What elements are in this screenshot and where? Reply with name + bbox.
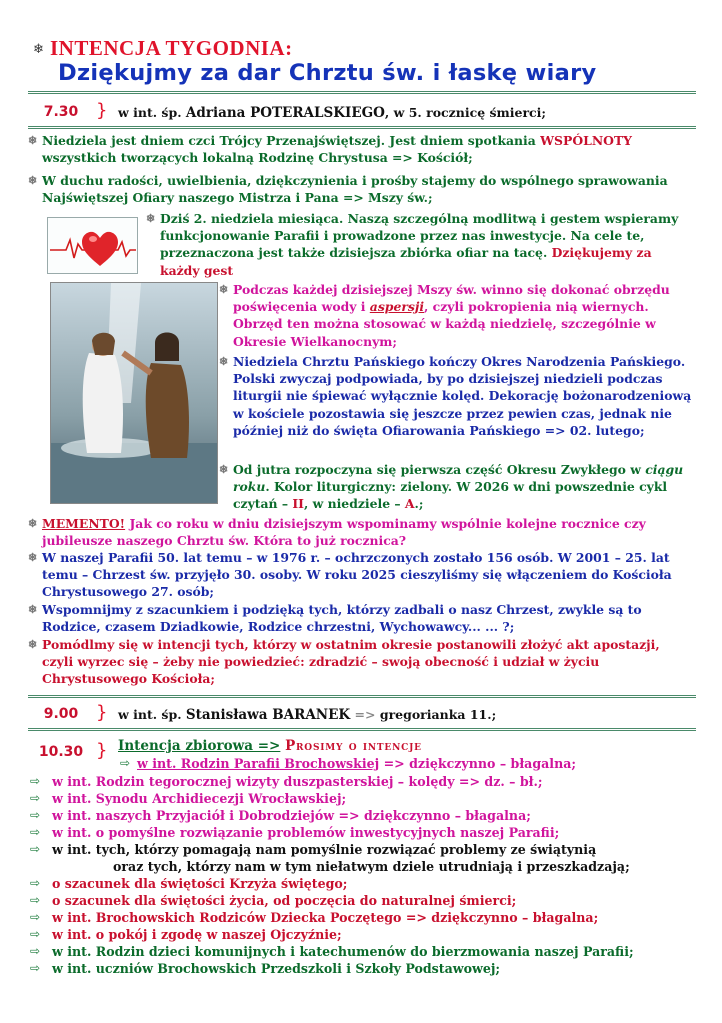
baptism-image <box>50 282 218 504</box>
intention-item: o szacunek dla świętości Krzyża świętego; <box>52 876 348 891</box>
mass-time-2: 9.00 <box>43 706 79 722</box>
divider <box>28 728 696 731</box>
bullet-icon: ❄ <box>28 638 38 651</box>
announcement-collection: ❄ Dziś 2. niedziela miesiąca. Naszą szczególną modlitwą i gestem wspieramy funkcjonowanie Parafii i prowadzone przez nas inwestycje. Na cele te, przeznaczona jest także dzisiejsza zbiórka ofiar na tacę. Dziękujemy za każdy gest <box>146 211 679 278</box>
intention-item: w int. o pokój i zgodę w naszej Ojczyźnie; <box>52 927 342 942</box>
divider <box>28 695 696 698</box>
arrow-icon: ⇨ <box>30 791 41 805</box>
announcement-aspersion: ❄ Podczas każdej dzisiejszej Mszy św. winno się dokonać obrzędu poświęcenia wody i aspersji, czyli pokropienia nią wiernych. Obrzęd ten można stosować w każdą niedzielę, szczególnie w Okresie Wielkanocnym; <box>219 282 670 349</box>
brace-icon: } <box>96 702 108 723</box>
bullet-icon: ❄ <box>28 603 38 616</box>
announcement-apostasy: ❄ Pomódlmy się w intencji tych, którzy w ostatnim okresie postanowili złożyć akt apostazji, czyli wyrzec się – żeby nie powiedzieć: zdradzić – swoją obecność i udział w życiu Chrystusowego Kościoła; <box>28 637 660 687</box>
arrow-icon: ⇨ <box>30 876 41 890</box>
announcement-statistics: ❄ W naszej Parafii 50. lat temu – w 1976 r. – ochrzczonych zostało 156 osób. W 2001 – 25. lat temu – Chrzest św. przyjęło 30. osoby. W roku 2025 cieszyliśmy się włączeniem do Kościoła Chrystusowego 27. osób; <box>28 550 672 600</box>
mass-intention-1: w int. śp. Adriana POTERALSKIEGO, w 5. rocznicę śmierci; <box>118 105 547 121</box>
intention-item: o szacunek dla świętości życia, od poczęcia do naturalnej śmierci; <box>52 893 517 908</box>
arrow-icon: ⇨ <box>30 808 41 822</box>
arrow-icon: ⇨ <box>30 774 41 788</box>
header-bullet-icon: ❄ <box>33 42 44 57</box>
page-title: INTENCJA TYGODNIA: <box>50 36 293 60</box>
announcement-memento: ❄ MEMENTO! Jak co roku w dniu dzisiejszym wspominamy wspólnie kolejne rocznice czy jubileusze naszego Chrztu św. Która to już rocznica? <box>28 516 646 549</box>
arrow-icon: ⇨ <box>30 927 41 941</box>
intention-item: w int. tych, którzy pomagają nam pomyślnie rozwiązać problemy ze świątynią <box>52 842 597 857</box>
intention-item-cont: oraz tych, którzy nam w tym niełatwym dziele utrudniają i przeszkadzają; <box>113 859 630 874</box>
divider <box>28 126 696 129</box>
intention-item: w int. Brochowskich Rodziców Dziecka Poczętego => dziękczynno – błagalna; <box>52 910 599 925</box>
divider <box>28 91 696 94</box>
bullet-icon: ❄ <box>146 212 156 225</box>
arrow-icon: ⇨ <box>120 756 131 770</box>
bullet-icon: ❄ <box>219 355 229 368</box>
heart-image <box>47 217 138 274</box>
mass-intention-2: w int. śp. Stanisława BARANEK => gregorianka 11.; <box>118 707 497 723</box>
announcement-ordinary-time: ❄ Od jutra rozpoczyna się pierwsza część Okresu Zwykłego w ciągu roku. Kolor liturgiczny: zielony. W 2026 w dni powszednie cykl czytań – II, w niedziele – A.; <box>219 462 684 512</box>
announcement-remember: ❄ Wspomnijmy z szacunkiem i podzięką tych, którzy zadbali o nasz Chrzest, zwykle są to Rodzice, czasem Dziadkowie, Rodzice chrzestni, Wychowawcy... ... ?; <box>28 602 642 635</box>
collective-intention-heading: Intencja zbiorowa => Prosimy o intencje <box>118 738 422 754</box>
announcement-christmas-end: ❄ Niedziela Chrztu Pańskiego kończy Okres Narodzenia Pańskiego. Polski zwyczaj podpowiada, by po dzisiejszej niedzieli podczas liturgii nie śpiewać wyłącznie kolęd. Dekorację bożonarodzeniową w kościele pozostawia się jeszcze przez pewien czas, jednak nie później niż do święta Ofiarowania Pańskiego => 02. lutego; <box>219 354 692 438</box>
page-subtitle: Dziękujmy za dar Chrztu św. i łaskę wiary <box>58 60 597 86</box>
brace-icon: } <box>96 100 108 121</box>
mass-time-1: 7.30 <box>43 104 79 120</box>
bullet-icon: ❄ <box>28 551 38 564</box>
arrow-icon: ⇨ <box>30 910 41 924</box>
announcement-eucharist: ❄ W duchu radości, uwielbienia, dziękczynienia i prośby stajemy do wspólnego sprawowania Najświętszej Ofiary naszego Mistrza i Pana => Mszy św.; <box>28 173 668 206</box>
intention-item: w int. o pomyślne rozwiązanie problemów inwestycyjnych naszej Parafii; <box>52 825 560 840</box>
intention-item: w int. Rodzin Parafii Brochowskiej => dziękczynno – błagalna; <box>137 756 577 771</box>
brace-icon: } <box>96 740 108 761</box>
bullet-icon: ❄ <box>28 174 38 187</box>
arrow-icon: ⇨ <box>30 961 41 975</box>
arrow-icon: ⇨ <box>30 842 41 856</box>
intention-item: w int. Rodzin dzieci komunijnych i katechumenów do bierzmowania naszej Parafii; <box>52 944 634 959</box>
intention-item: w int. naszych Przyjaciół i Dobrodziejów => dziękczynno – błagalna; <box>52 808 531 823</box>
bullet-icon: ❄ <box>219 283 229 296</box>
arrow-icon: ⇨ <box>30 893 41 907</box>
intention-item: w int. Rodzin tegorocznej wizyty duszpasterskiej – kolędy => dz. – bł.; <box>52 774 543 789</box>
bullet-icon: ❄ <box>219 463 229 476</box>
announcement-trinity: ❄ Niedziela jest dniem czci Trójcy Przenajświętszej. Jest dniem spotkania WSPÓLNOTY wszystkich tworzących lokalną Rodzinę Chrystusa => Kościół; <box>28 133 633 166</box>
bullet-icon: ❄ <box>28 517 38 530</box>
mass-time-3: 10.30 <box>38 744 84 760</box>
intention-item: w int. uczniów Brochowskich Przedszkoli i Szkoły Podstawowej; <box>52 961 501 976</box>
intention-item: w int. Synodu Archidiecezji Wrocławskiej; <box>52 791 347 806</box>
arrow-icon: ⇨ <box>30 825 41 839</box>
heart-icon <box>48 218 137 273</box>
bullet-icon: ❄ <box>28 134 38 147</box>
arrow-icon: ⇨ <box>30 944 41 958</box>
